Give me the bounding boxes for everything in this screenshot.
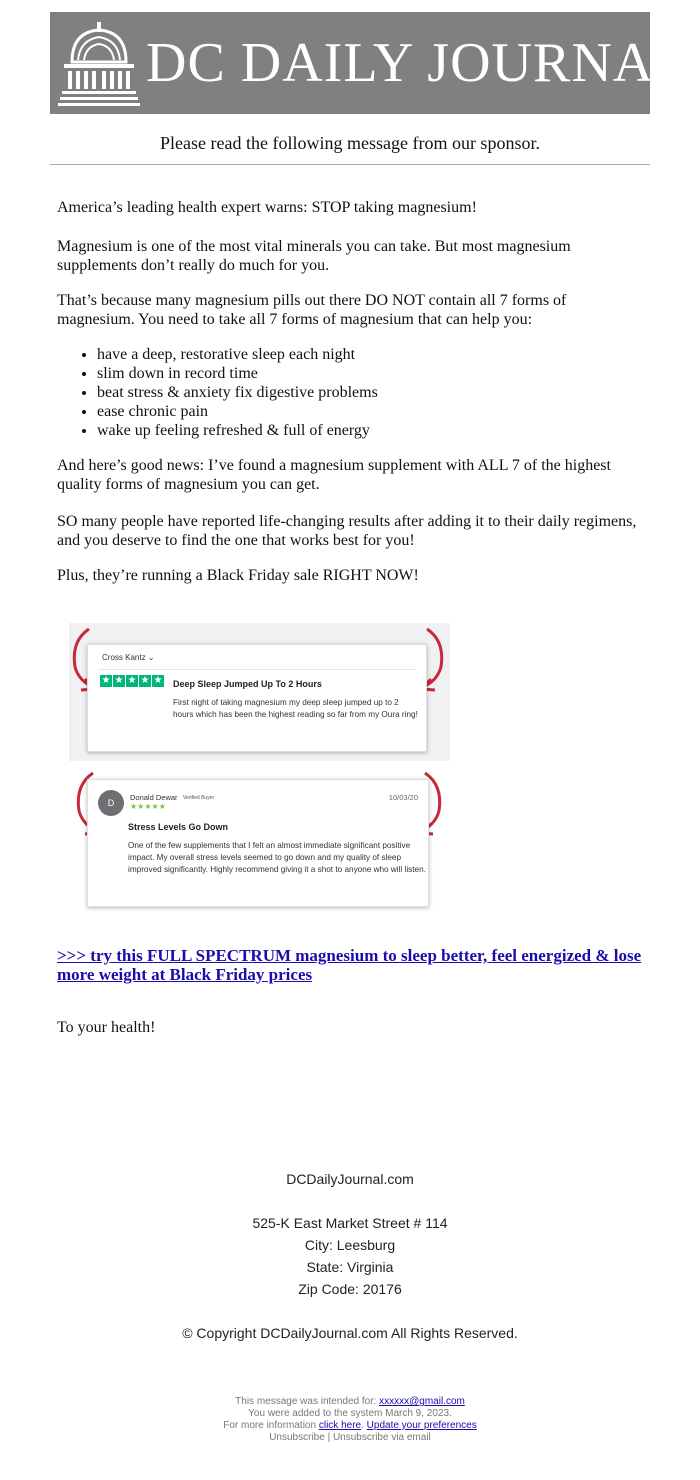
star-icon: ★ bbox=[153, 675, 163, 686]
masthead-title: DC DAILY JOURNAL bbox=[146, 32, 690, 94]
divider bbox=[98, 669, 416, 670]
list-item: • slim down in record time bbox=[97, 364, 647, 383]
star-rating bbox=[100, 675, 164, 687]
footer-copyright: © Copyright DCDailyJournal.com All Rights Reserved. bbox=[182, 1325, 518, 1341]
verified-badge: Verified Buyer bbox=[183, 795, 215, 801]
review-date: 10/03/20 bbox=[388, 793, 418, 802]
unsubscribe-email-link[interactable]: Unsubscribe via email bbox=[332, 1432, 431, 1443]
unsubscribe-line bbox=[50, 1432, 650, 1444]
star-icon: ★ bbox=[144, 802, 152, 811]
capitol-dome-icon bbox=[58, 18, 140, 110]
review-text: One of the few supplements that I felt an almost immediate significant positive impact. My overall stress levels seemed to go down and my quality of sleep improved significantly. Highly recommend giving it a shot to anyone who will listen. bbox=[128, 841, 426, 874]
star-icon: ★ bbox=[101, 675, 111, 686]
footer-site: DCDailyJournal.com bbox=[286, 1171, 414, 1187]
review-image-1[interactable] bbox=[69, 623, 450, 761]
review-text: First night of taking magnesium my deep sleep jumped up to 2 hours which has been the highest reading so far from my Oura ring! bbox=[173, 698, 418, 719]
divider bbox=[50, 164, 650, 165]
more-info-label: For more information bbox=[223, 1420, 319, 1431]
list-item: • beat stress & anxiety fix digestive problems bbox=[97, 383, 647, 402]
unsubscribe-link[interactable]: Unsubscribe bbox=[269, 1432, 325, 1443]
paragraph: America’s leading health expert warns: STOP taking magnesium! bbox=[57, 199, 477, 216]
footer-zip: Zip Code: 20176 bbox=[298, 1281, 402, 1297]
intended-label: This message was intended for: bbox=[235, 1396, 380, 1407]
star-rating bbox=[130, 802, 166, 811]
masthead-banner bbox=[50, 12, 690, 114]
list-item: • have a deep, restorative sleep each night bbox=[97, 345, 647, 364]
review-title: Stress Levels Go Down bbox=[128, 822, 229, 832]
review-title: Deep Sleep Jumped Up To 2 Hours bbox=[173, 679, 322, 689]
star-icon: ★ bbox=[151, 802, 159, 811]
footer-city: City: Leesburg bbox=[304, 1237, 396, 1253]
star-icon: ★ bbox=[130, 802, 138, 811]
list-item: • wake up feeling refreshed & full of energy bbox=[97, 421, 647, 440]
cta-link[interactable]: >>> try this FULL SPECTRUM magnesium to sleep better, feel energized & lose more weight at Black Friday prices bbox=[57, 946, 642, 984]
benefits-list bbox=[57, 345, 647, 440]
reviewer-name: Cross Kantz ⌄ bbox=[102, 653, 155, 662]
sponsor-note: Please read the following message from our sponsor. bbox=[160, 133, 540, 153]
paragraph: That’s because many magnesium pills out there DO NOT contain all 7 forms of magnesium. You need to take all 7 forms of magnesium that can help you: bbox=[57, 292, 567, 328]
star-icon: ★ bbox=[137, 802, 145, 811]
paragraph: Plus, they’re running a Black Friday sale RIGHT NOW! bbox=[57, 567, 419, 584]
star-icon: ★ bbox=[158, 802, 166, 811]
list-item: • ease chronic pain bbox=[97, 402, 647, 421]
paragraph: SO many people have reported life-changing results after adding it to their daily regimens, and you deserve to find the one that works best for you! bbox=[57, 513, 637, 549]
footer-address: 525-K East Market Street # 114 bbox=[252, 1215, 448, 1231]
footer-state: State: Virginia bbox=[306, 1259, 394, 1275]
star-icon: ★ bbox=[140, 675, 150, 686]
signoff: To your health! bbox=[57, 1019, 156, 1036]
star-icon: ★ bbox=[127, 675, 137, 686]
separator: | bbox=[324, 1432, 333, 1443]
added-line: You were added to the system March 9, 2023. bbox=[248, 1408, 452, 1419]
avatar: D bbox=[98, 790, 124, 816]
review-card bbox=[87, 644, 427, 752]
intended-line bbox=[50, 1396, 650, 1408]
update-preferences-link[interactable]: Update your preferences bbox=[366, 1420, 477, 1431]
review-card bbox=[87, 779, 429, 907]
message-body bbox=[57, 198, 647, 585]
click-here-link[interactable]: click here bbox=[318, 1420, 362, 1431]
paragraph: Magnesium is one of the most vital minerals you can take. But most magnesium supplements don’t really do much for you. bbox=[57, 238, 571, 274]
more-info-line bbox=[50, 1420, 650, 1432]
footer bbox=[50, 1168, 650, 1344]
paragraph: And here’s good news: I’ve found a magnesium supplement with ALL 7 of the highest quality forms of magnesium you can get. bbox=[57, 457, 611, 493]
reviewer-name: Donald Dewar bbox=[130, 793, 178, 802]
recipient-email-link[interactable]: xxxxxx@gmail.com bbox=[379, 1396, 465, 1407]
review-image-2[interactable] bbox=[69, 767, 450, 915]
star-icon: ★ bbox=[114, 675, 124, 686]
separator: . bbox=[361, 1420, 367, 1431]
fine-print bbox=[50, 1396, 650, 1444]
